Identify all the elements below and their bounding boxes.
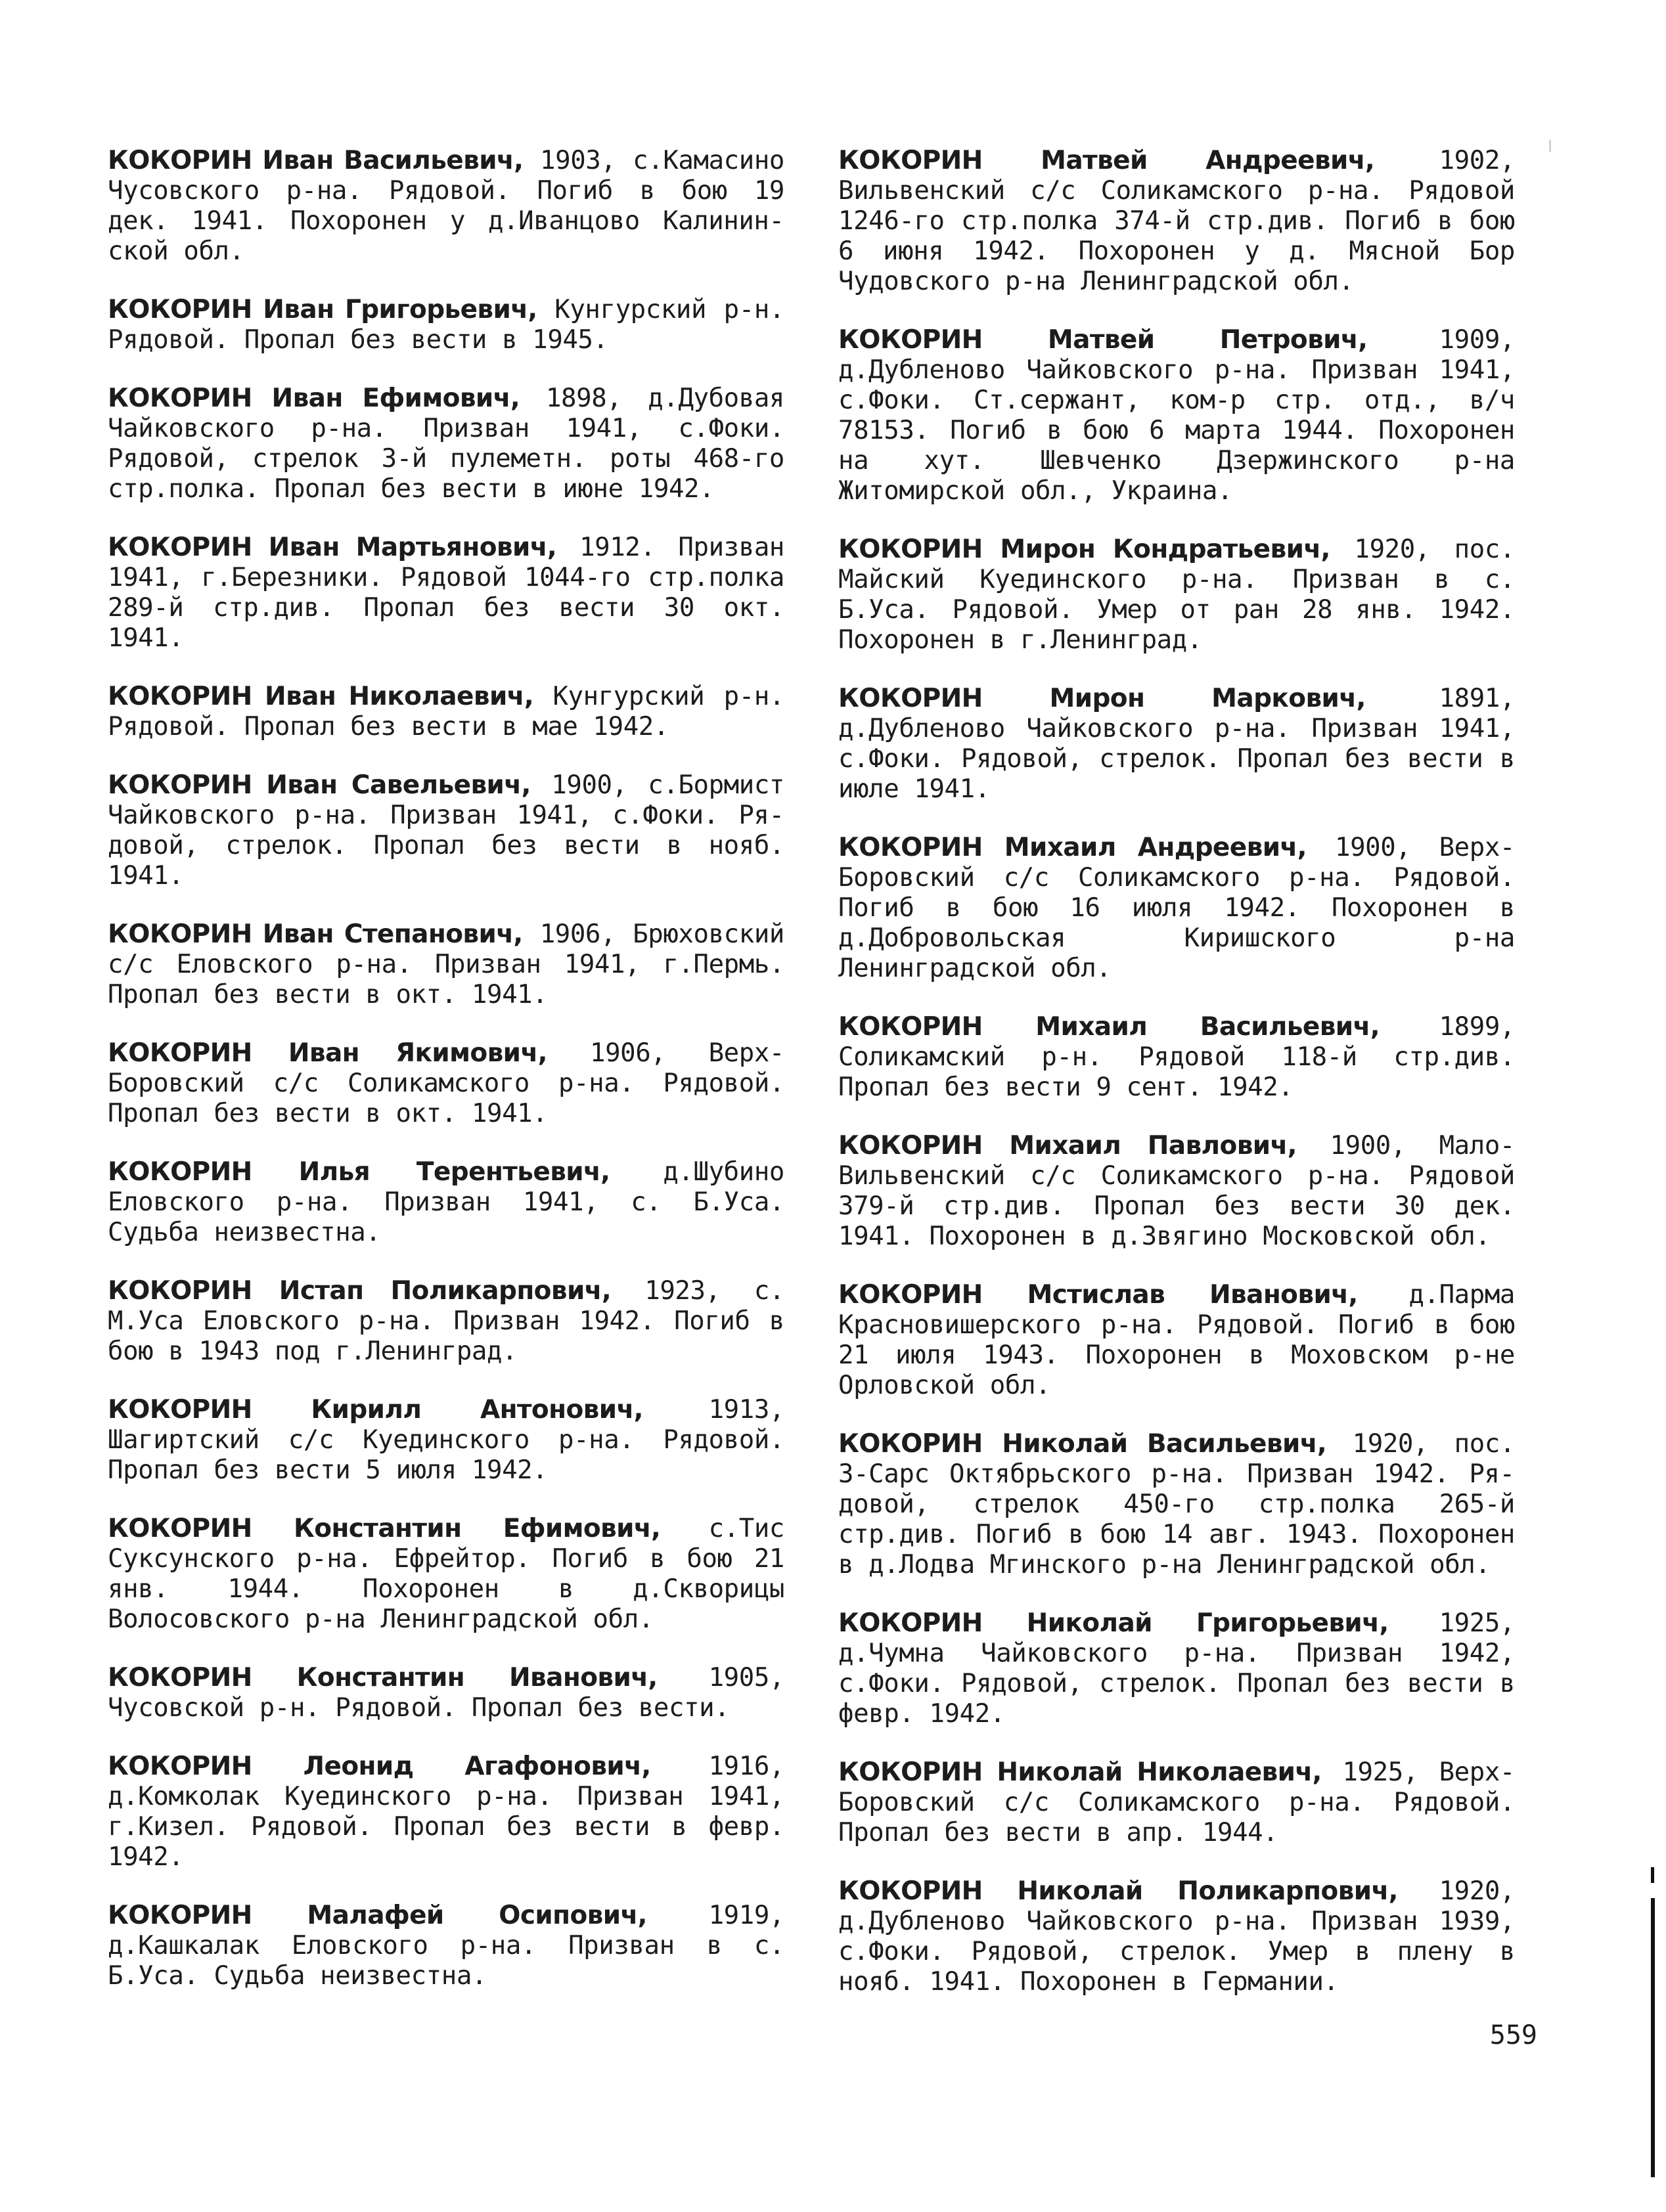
entry-text: 1920, пос. 3-Сарс Октябрьского р-на. Призван 1942. Рядовой, стрелок 450-го стр.полка 265-й стр.див. Погиб в бою 14 авг. 1943. Похоронен в д.Лодва Мгинского р-на Ленинградской обл.	[838, 1429, 1515, 1580]
entry-text: 1905, Чусовской р-н. Рядовой. Пропал без вести.	[108, 1663, 785, 1723]
entry-name: КОКОРИН Михаил Павлович,	[838, 1131, 1297, 1161]
entry-text: 1900, с.Бормист Чайковского р-на. Призван 1941, с.Фоки. Рядовой, стрелок. Пропал без вести в нояб. 1941.	[108, 770, 785, 891]
entry-name: КОКОРИН Матвей Андреевич,	[838, 146, 1375, 175]
entry	[108, 770, 784, 891]
entry-text: 1902, Вильвенский с/с Соликамского р-на. Рядовой 1246-го стр.полка 374-й стр.див. Погиб в бою 6 июня 1942. Похоронен у д. Мясной Бор Чудовского р-на Ленинградской обл.	[838, 146, 1516, 296]
entry	[838, 1876, 1515, 1997]
left-column	[108, 146, 784, 2020]
entry-name: КОКОРИН Константин Иванович,	[108, 1663, 658, 1692]
entry	[838, 146, 1515, 297]
entry-name: КОКОРИН Кирилл Антонович,	[108, 1395, 643, 1425]
entry-text: 1906, Верх-Боровский с/с Соликамского р-на. Рядовой. Пропал без вести в окт. 1941.	[108, 1038, 784, 1128]
scan-artifact-bar	[1651, 1898, 1655, 2177]
entry-name: КОКОРИН Матвей Петрович,	[838, 325, 1368, 355]
entry	[108, 1157, 784, 1248]
page-number: 559	[1489, 2020, 1537, 2050]
entry-name: КОКОРИН Иван Николаевич,	[108, 682, 534, 711]
entry	[838, 535, 1515, 655]
entry-name: КОКОРИН Иван Мартьянович,	[108, 533, 557, 562]
entry	[108, 1901, 784, 1991]
entry	[838, 684, 1515, 805]
entry-name: КОКОРИН Иван Савельевич,	[108, 770, 531, 800]
entry-text: 1912. Призван 1941, г.Березники. Рядовой 1044-го стр.полка 289-й стр.див. Пропал без вести 30 окт. 1941.	[108, 533, 784, 653]
entry-text: 1923, с. М.Уса Еловского р-на. Призван 1942. Погиб в бою в 1943 под г.Ленинград.	[108, 1276, 784, 1366]
entry	[108, 295, 784, 355]
entry-name: КОКОРИН Илья Терентьевич,	[108, 1157, 610, 1187]
entry-name: КОКОРИН Истап Поликарпович,	[108, 1276, 612, 1306]
entry-text: 1920, д.Дубленово Чайковского р-на. Призван 1939, с.Фоки. Рядовой, стрелок. Умер в плену в нояб. 1941. Похоронен в Германии.	[838, 1876, 1516, 1997]
entry-name: КОКОРИН Леонид Агафонович,	[108, 1752, 651, 1781]
entry-name: КОКОРИН Иван Ефимович,	[108, 384, 520, 413]
entry-text: Кунгурский р-н. Рядовой. Пропал без вести в 1945.	[108, 295, 784, 355]
entry	[108, 682, 784, 742]
entry-text: с.Тис Суксунского р-на. Ефрейтор. Погиб в бою 21 янв. 1944. Похоронен в д.Скворицы Волосовского р-на Ленинградской обл.	[108, 1514, 784, 1634]
entry-text: 1899, Соликамский р-н. Рядовой 118-й стр.див. Пропал без вести 9 сент. 1942.	[838, 1012, 1515, 1102]
entry-name: КОКОРИН Малафей Осипович,	[108, 1901, 647, 1930]
entry-text: 1925, д.Чумна Чайковского р-на. Призван 1942, с.Фоки. Рядовой, стрелок. Пропал без вести в февр. 1942.	[838, 1608, 1515, 1729]
entry	[108, 384, 784, 504]
entry-name: КОКОРИН Константин Ефимович,	[108, 1514, 661, 1543]
entry	[838, 1280, 1515, 1401]
entry-name: КОКОРИН Николай Григорьевич,	[838, 1608, 1389, 1638]
entry-text: 1898, д.Дубовая Чайковского р-на. Призван 1941, с.Фоки. Рядовой, стрелок 3-й пулеметн. роты 468-го стр.полка. Пропал без вести в июне 1942.	[108, 384, 784, 504]
entry-text: 1925, Верх-Боровский с/с Соликамского р-на. Рядовой. Пропал без вести в апр. 1944.	[838, 1758, 1515, 1847]
entry-text: Кунгурский р-н. Рядовой. Пропал без вести в мае 1942.	[108, 682, 784, 741]
entry-text: д.Шубино Еловского р-на. Призван 1941, с. Б.Уса. Судьба неизвестна.	[108, 1157, 784, 1247]
scan-artifact-dot	[1549, 140, 1551, 152]
entry	[838, 1012, 1515, 1103]
entry-text: д.Парма Красновишерского р-на. Рядовой. Погиб в бою 21 июля 1943. Похоронен в Моховском р-не Орловской обл.	[838, 1280, 1516, 1400]
entry-text: 1891, д.Дубленово Чайковского р-на. Призван 1941, с.Фоки. Рядовой, стрелок. Пропал без вести в июле 1941.	[838, 684, 1515, 804]
entry	[108, 146, 784, 267]
entry-name: КОКОРИН Иван Якимович,	[108, 1038, 547, 1068]
entry	[838, 1758, 1515, 1848]
entry	[838, 833, 1515, 984]
entry-name: КОКОРИН Мирон Кондратьевич,	[838, 535, 1330, 564]
entry-text: 1900, Верх-Боровский с/с Соликамского р-на. Рядовой. Погиб в бою 16 июля 1942. Похоронен в д.Добровольская Киришского р-на Ленинградской обл.	[838, 833, 1515, 983]
entry-text: 1916, д.Комколак Куединского р-на. Призван 1941, г.Кизел. Рядовой. Пропал без вести в февр. 1942.	[108, 1752, 785, 1872]
scan-artifact-tick	[1651, 1867, 1654, 1883]
entry-name: КОКОРИН Николай Поликарпович,	[838, 1876, 1398, 1906]
entry	[108, 1276, 784, 1367]
entry	[108, 1395, 784, 1486]
entry	[108, 1038, 784, 1129]
entry-text: 1900, Мало-Вильвенский с/с Соликамского р-на. Рядовой 379-й стр.див. Пропал без вести 30 дек. 1941. Похоронен в д.Звягино Московской обл.	[838, 1131, 1515, 1251]
entry	[838, 1131, 1515, 1252]
entry-text: 1909, д.Дубленово Чайковского р-на. Призван 1941, с.Фоки. Ст.сержант, ком-р стр. отд., в/ч 78153. Погиб в бою 6 марта 1944. Похоронен на хут. Шевченко Дзержинского р-на Житомирской обл., Украина.	[838, 325, 1516, 506]
entry-text: 1919, д.Кашкалак Еловского р-на. Призван в с. Б.Уса. Судьба неизвестна.	[108, 1901, 784, 1991]
entry-name: КОКОРИН Иван Степанович,	[108, 919, 523, 949]
entry-text: 1920, пос. Майский Куединского р-на. Призван в с. Б.Уса. Рядовой. Умер от ран 28 янв. 1942. Похоронен в г.Ленинград.	[838, 535, 1515, 655]
entry-text: 1913, Шагиртский с/с Куединского р-на. Рядовой. Пропал без вести 5 июля 1942.	[108, 1395, 784, 1485]
entry-name: КОКОРИН Мирон Маркович,	[838, 684, 1366, 713]
entry	[838, 1608, 1515, 1729]
entry-name: КОКОРИН Иван Васильевич,	[108, 146, 524, 175]
entry-name: КОКОРИН Михаил Васильевич,	[838, 1012, 1380, 1042]
entry	[108, 1514, 784, 1635]
entry-name: КОКОРИН Михаил Андреевич,	[838, 833, 1307, 862]
entry	[108, 1752, 784, 1872]
entry	[108, 1663, 784, 1723]
entry	[108, 533, 784, 653]
entry-name: КОКОРИН Мстислав Иванович,	[838, 1280, 1358, 1310]
right-column	[838, 146, 1515, 2025]
entry	[838, 1429, 1515, 1580]
entry-name: КОКОРИН Николай Николаевич,	[838, 1758, 1322, 1787]
entry	[838, 325, 1515, 506]
entry-name: КОКОРИН Иван Григорьевич,	[108, 295, 537, 324]
entry-text: 1906, Брюховский с/с Еловского р-на. Призван 1941, г.Пермь. Пропал без вести в окт. 1941.	[108, 919, 784, 1009]
entry-text: 1903, с.Камасино Чусовского р-на. Рядовой. Погиб в бою 19 дек. 1941. Похоронен у д.Иванцово Калининской обл.	[108, 146, 784, 266]
entry	[108, 919, 784, 1010]
entry-name: КОКОРИН Николай Васильевич,	[838, 1429, 1327, 1459]
